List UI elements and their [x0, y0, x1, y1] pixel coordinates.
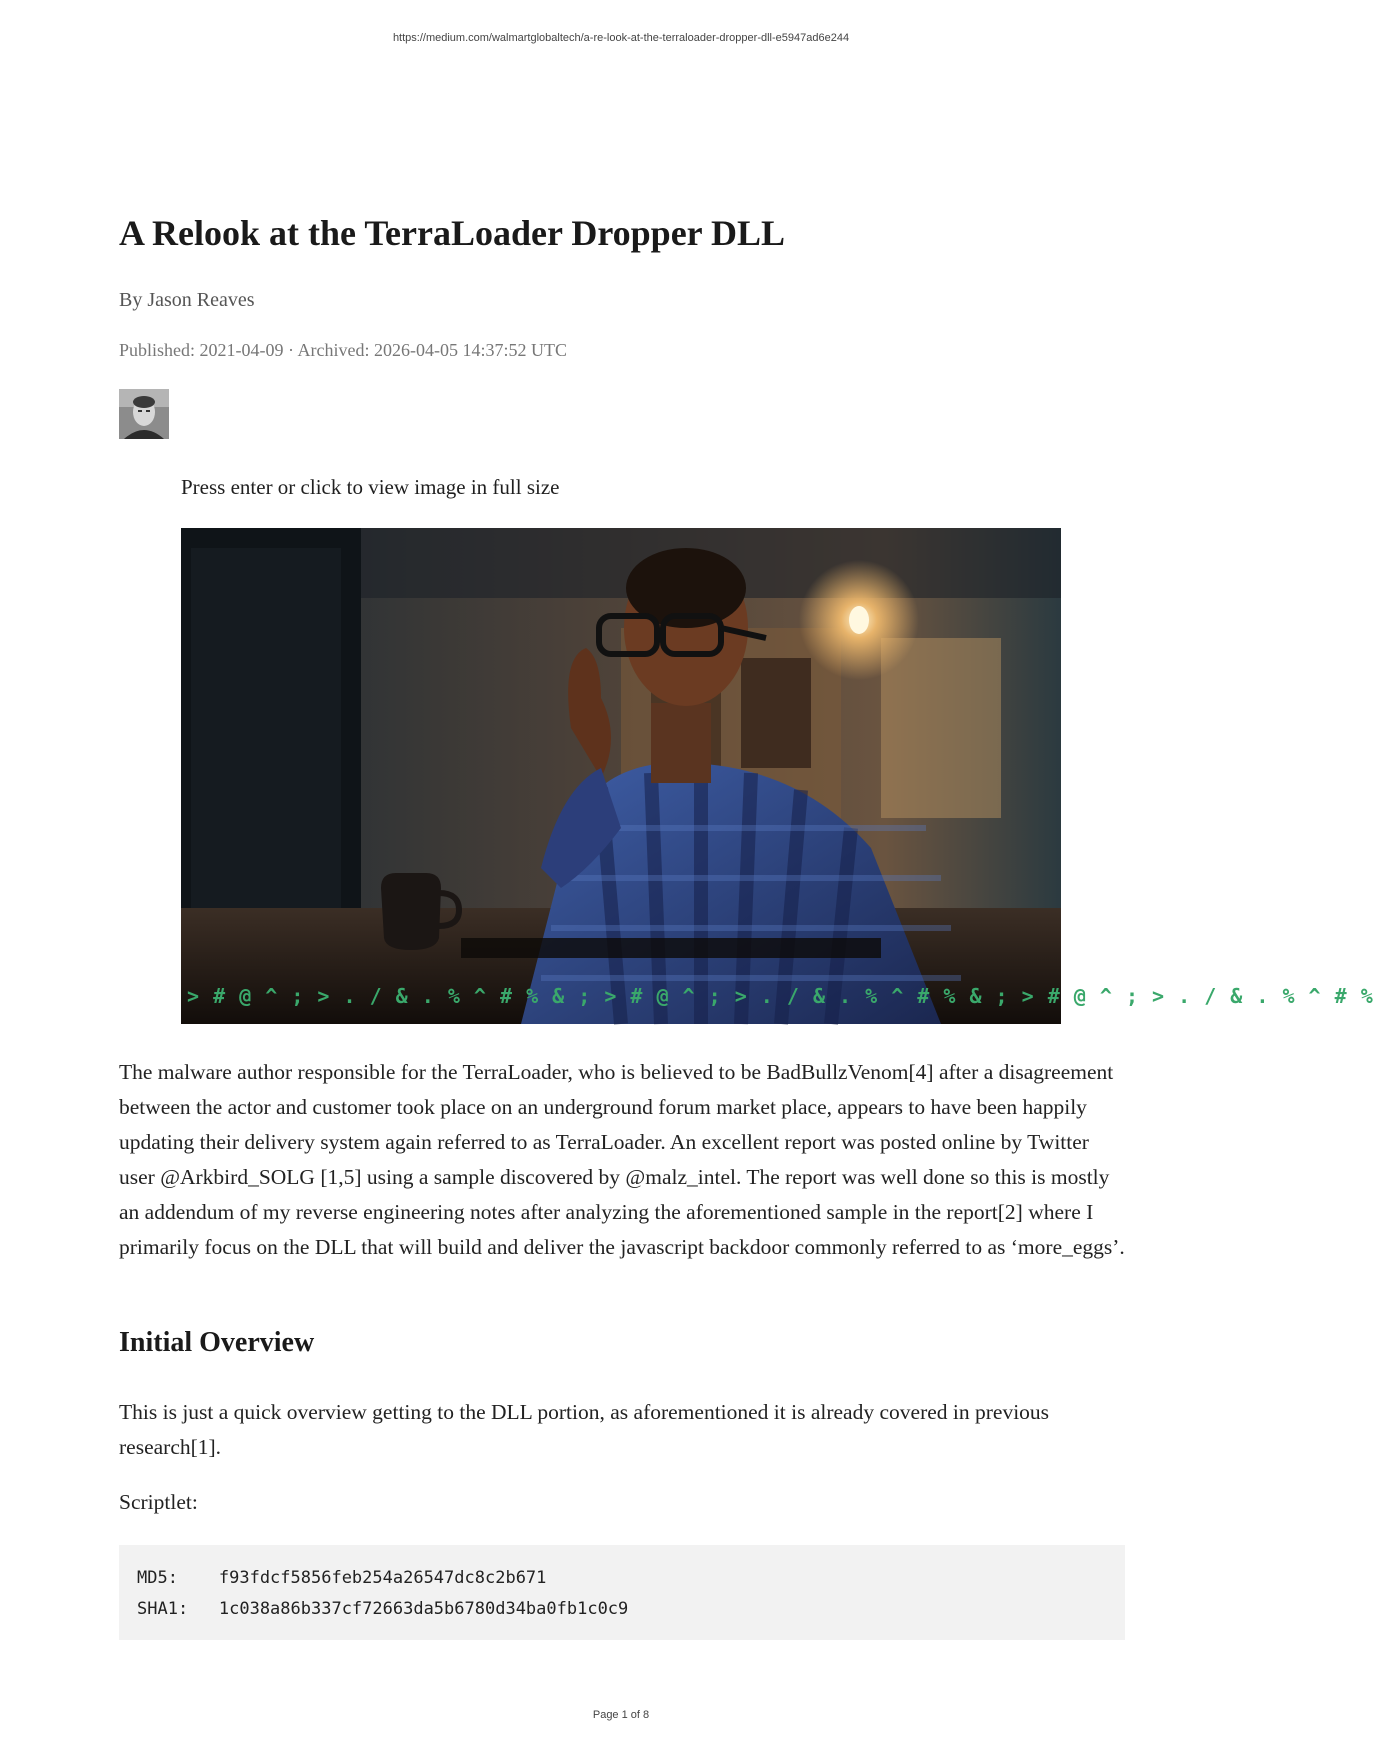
article-title: A Relook at the TerraLoader Dropper DLL	[119, 213, 786, 253]
avatar-photo	[119, 389, 169, 439]
author-byline: By Jason Reaves	[119, 289, 255, 311]
scriptlet-label: Scriptlet:	[119, 1490, 198, 1514]
person-at-computer-illustration	[181, 528, 1374, 1024]
hero-image[interactable]	[181, 528, 1374, 1024]
intro-paragraph: The malware author responsible for the TerraLoader, who is believed to be BadBullzVenom[4] after a disagreement between the actor and customer took place on an underground forum market place, appears to have been happily updating their delivery system again referred to as TerraLoader. An excellent report was posted online by Twitter user @Arkbird_SOLG [1,5] using a sample discovered by @malz_intel. The report was well done so this is mostly an addendum of my reverse engineering notes after analyzing the aforementioned sample in the report[2] where I primarily focus on the DLL that will build and deliver the javascript backdoor commonly referred to as ‘more_eggs’.	[119, 1060, 1125, 1259]
page-number: Page 1 of 8	[592, 1709, 650, 1721]
hero-overlay-symbols: > # @ ^ ; > . / & . % ^ # % & ; > # @ ^ ; > . / & . % ^ # % & ; > # @ ^ ; > . / & . % ^ # %	[187, 984, 1374, 1008]
code-line-md5: MD5: f93fdcf5856feb254a26547dc8c2b671	[137, 1568, 547, 1588]
author-avatar[interactable]	[119, 389, 169, 439]
image-fullsize-hint[interactable]: Press enter or click to view image in full size	[181, 475, 560, 499]
overview-paragraph: This is just a quick overview getting to the DLL portion, as aforementioned it is already covered in previous research[1].	[119, 1400, 1050, 1459]
publish-meta: Published: 2021-04-09 · Archived: 2026-04-05 14:37:52 UTC	[119, 340, 567, 360]
hash-code-block[interactable]	[119, 1545, 1125, 1640]
source-url[interactable]: https://medium.com/walmartglobaltech/a-re-look-at-the-terraloader-dropper-dll-e5947ad6e244	[392, 32, 850, 44]
section-heading: Initial Overview	[119, 1327, 315, 1358]
code-line-sha1: SHA1: 1c038a86b337cf72663da5b6780d34ba0fb1c0c9	[137, 1599, 629, 1619]
